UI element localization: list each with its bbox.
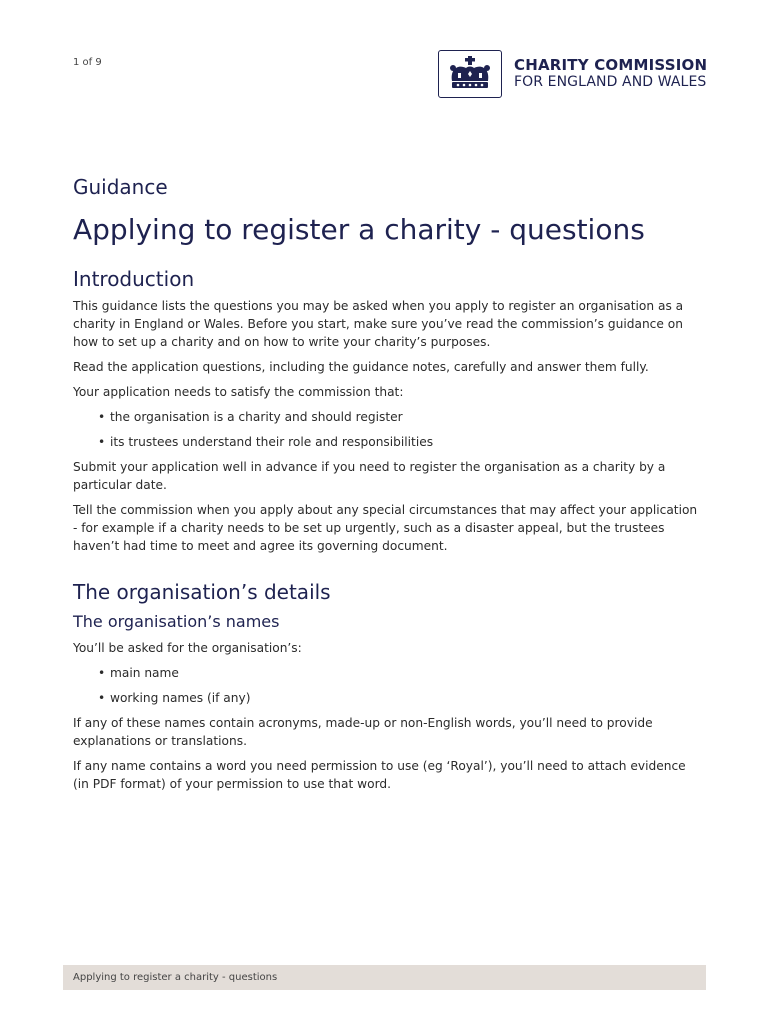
section-heading-organisation-details: The organisation’s details <box>73 580 331 604</box>
page-title: Applying to register a charity - questions <box>73 213 645 246</box>
document-body <box>73 174 698 800</box>
paragraph: Your application needs to satisfy the commission that: <box>73 385 404 399</box>
crown-icon <box>438 50 502 98</box>
paragraph: If any name contains a word you need permission to use (eg ‘Royal’), you’ll need to attach evidence (in PDF format) of your permission to use that word. <box>73 759 686 791</box>
logo-subtitle: FOR ENGLAND AND WALES <box>514 74 707 90</box>
charity-commission-logo <box>438 50 707 98</box>
page-footer: Applying to register a charity - questions <box>63 965 706 990</box>
paragraph: If any of these names contain acronyms, made-up or non-English words, you’ll need to provide explanations or translations. <box>73 716 653 748</box>
bullet-list <box>73 664 698 707</box>
paragraph: This guidance lists the questions you may be asked when you apply to register an organisation as a charity in England or Wales. Before you start, make sure you’ve read the commission’s guidance on how to set up a charity and on how to write your charity’s purposes. <box>73 299 684 349</box>
paragraph: Tell the commission when you apply about any special circumstances that may affect your application - for example if a charity needs to be set up urgently, such as a disaster appeal, but the trustees haven’t had time to meet and agree its governing document. <box>73 503 698 553</box>
section-heading-introduction: Introduction <box>73 267 195 291</box>
document-type-label: Guidance <box>73 175 168 199</box>
list-item: • its trustees understand their role and responsibilities <box>98 433 698 451</box>
page-number: 1 of 9 <box>73 57 102 68</box>
subsection-heading-names: The organisation’s names <box>73 612 280 631</box>
paragraph: You’ll be asked for the organisation’s: <box>73 641 302 655</box>
paragraph: Submit your application well in advance if you need to register the organisation as a charity by a particular date. <box>73 460 666 492</box>
logo-title: CHARITY COMMISSION <box>514 56 708 74</box>
list-item: • the organisation is a charity and should register <box>98 408 698 426</box>
list-item: • main name <box>98 664 698 682</box>
paragraph: Read the application questions, including the guidance notes, carefully and answer them fully. <box>73 360 649 374</box>
bullet-list <box>73 408 698 451</box>
list-item: • working names (if any) <box>98 689 698 707</box>
